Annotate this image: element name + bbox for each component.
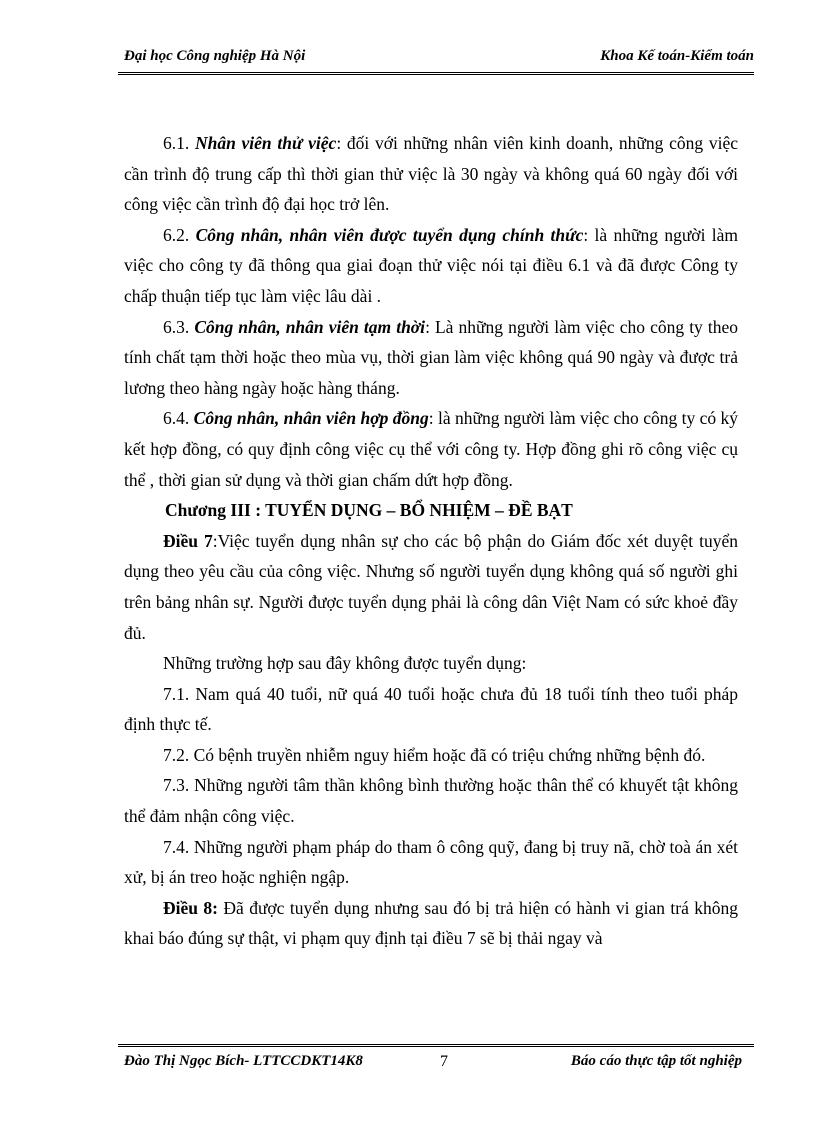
header-school: Đại học Công nghiệp Hà Nội [124, 48, 306, 64]
item-7-1: 7.1. Nam quá 40 tuổi, nữ quá 40 tuổi hoặc chưa đủ 18 tuổi tính theo tuổi pháp định thực tế. [124, 683, 738, 735]
item-7-4: 7.4. Những người phạm pháp do tham ô công quỹ, đang bị truy nã, chờ toà án xét xử, bị án treo hoặc nghiện ngập. [124, 836, 738, 888]
page-number: 7 [440, 1053, 448, 1070]
article-text: :Việc tuyển dụng nhân sự cho các bộ phận do Giám đốc xét duyệt tuyển dụng theo yêu cầu của công việc. Nhưng số người tuyển dụng không quá số người ghi trên bảng nhân sự. Người được tuyển dụng phải là công dân Việt Nam có sức khoẻ đầy đủ. [124, 530, 739, 643]
term-official-staff: Công nhân, nhân viên được tuyển dụng chính thức [195, 224, 584, 245]
article-label: Điều 7 [163, 530, 213, 551]
article-7 [124, 526, 738, 648]
header-faculty: Khoa Kế toán-Kiểm toán [600, 48, 754, 64]
paragraph-text: : Là những người làm việc cho công ty theo tính chất tạm thời hoặc theo mùa vụ, thời gian làm việc không quá 90 ngày và được trả lương theo hàng ngày hoặc hàng tháng. [124, 316, 739, 398]
article-8 [124, 893, 738, 954]
cases-intro: Những trường hợp sau đây không được tuyển dụng: [163, 653, 527, 674]
item-7-3: 7.3. Những người tâm thần không bình thường hoặc thân thể có khuyết tật không thể đảm nhận công việc. [124, 775, 738, 827]
term-probation-staff: Nhân viên thử việc [194, 133, 337, 153]
item-7-2: 7.2. Có bệnh truyền nhiễm nguy hiểm hoặc đã có triệu chứng những bệnh đó. [163, 744, 706, 765]
footer-author: Đào Thị Ngọc Bích- LTTCCDKT14K8 [124, 1053, 363, 1069]
paragraph-number: 6.4. [163, 408, 194, 429]
paragraph-6-4 [124, 403, 738, 495]
article-label: Điều 8: [163, 897, 218, 918]
footer-rule [118, 1044, 754, 1047]
paragraph-text: : là những người làm việc cho công ty có ký kết hợp đồng, có quy định công việc cụ thể với công ty. Hợp đồng ghi rõ công việc cụ thể , thời gian sử dụng và thời gian chấm dứt hợp đồng. [124, 408, 738, 490]
article-text: Đã được tuyển dụng nhưng sau đó bị trả hiện có hành vi gian trá không khai báo đúng sự thật, vi phạm quy định tại điều 7 sẽ bị thải ngay và [124, 897, 738, 949]
paragraph-number: 6.3. [163, 316, 195, 337]
document-body [124, 128, 738, 954]
paragraph-number: 6.2. [163, 224, 196, 245]
paragraph-number: 6.1. [163, 133, 195, 153]
footer-report-title: Báo cáo thực tập tốt nghiệp [570, 1053, 742, 1069]
paragraph-text: : đối với những nhân viên kinh doanh, những công việc cần trình độ trung cấp thì thời gian thử việc là 30 ngày và không quá 60 ngày đối với công việc cần trình độ đại học trở lên. [124, 133, 738, 215]
chapter-heading: Chương III : TUYỂN DỤNG – BỔ NHIỆM – ĐỀ BẠT [165, 500, 573, 521]
paragraph-6-3 [124, 312, 738, 404]
term-temporary-staff: Công nhân, nhân viên tạm thời [194, 316, 426, 337]
term-contract-staff: Công nhân, nhân viên hợp đồng [193, 408, 429, 429]
paragraph-6-2 [124, 220, 738, 312]
paragraph-text: : là những người làm việc cho công ty đã thông qua giai đoạn thử việc nói tại điều 6.1 và đã được Công ty chấp thuận tiếp tục làm việc lâu dài . [124, 224, 738, 306]
paragraph-6-1 [124, 128, 738, 220]
header-rule [118, 72, 754, 75]
